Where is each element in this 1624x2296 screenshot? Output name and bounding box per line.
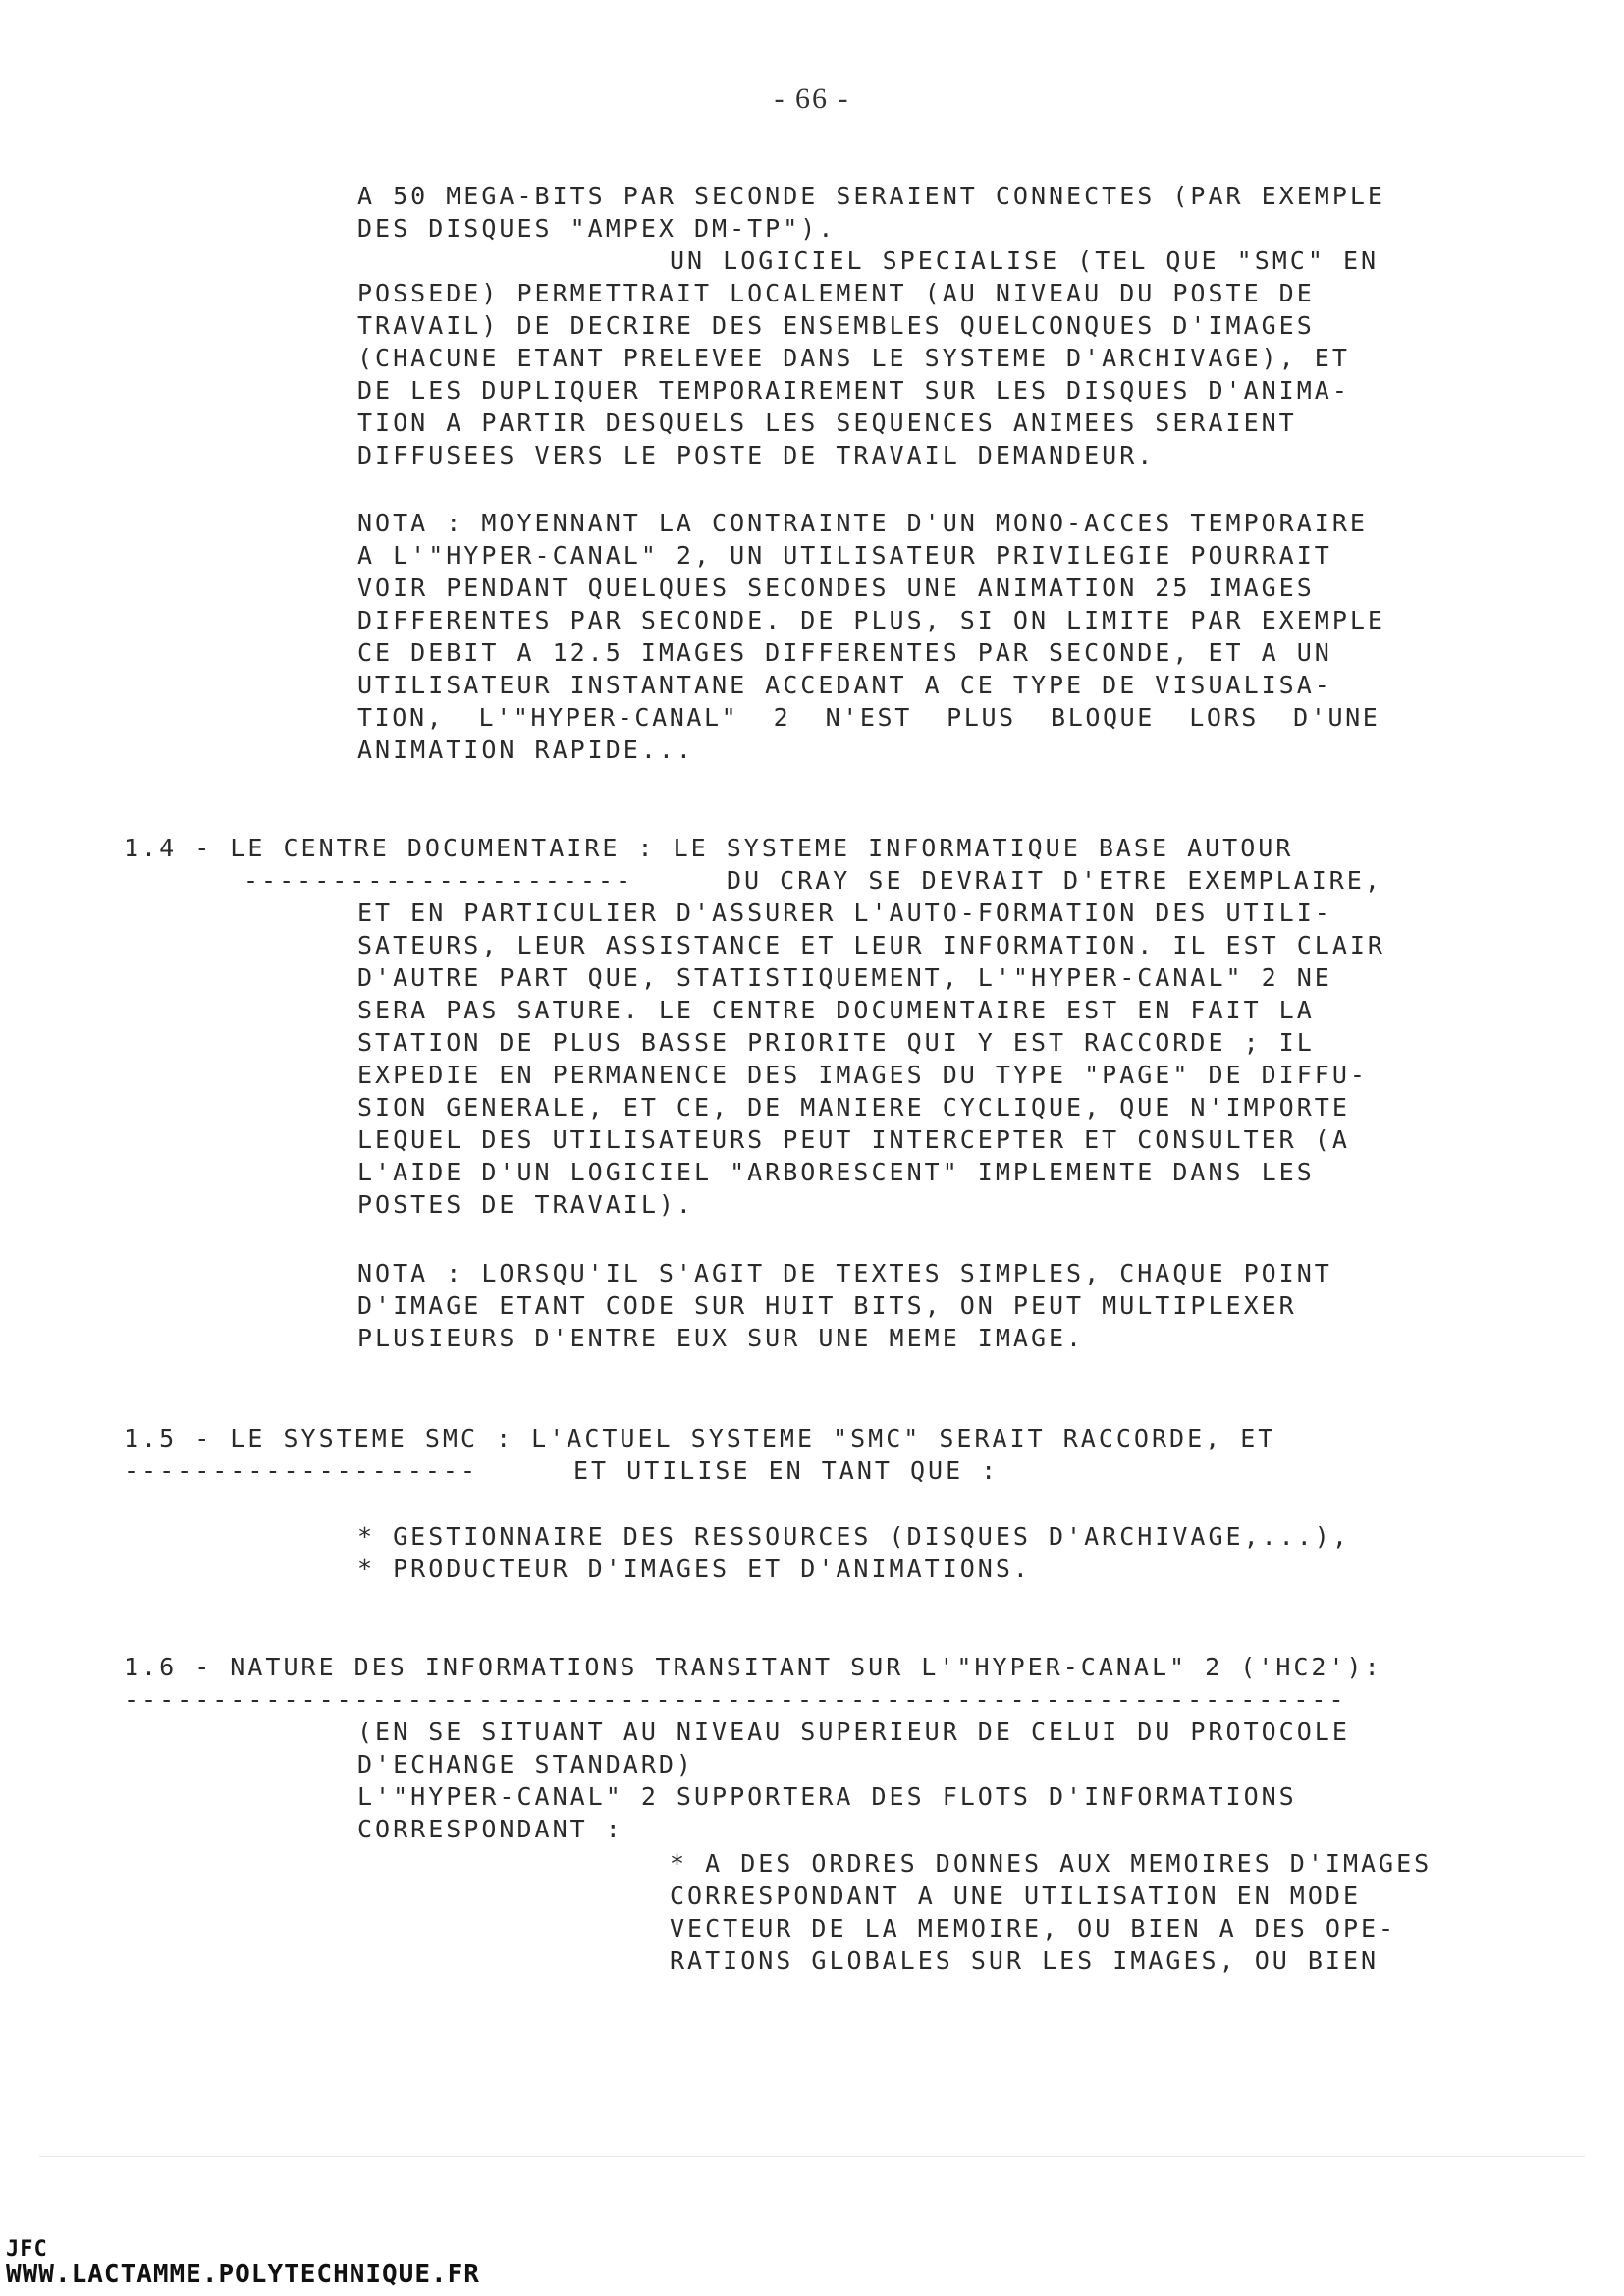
body-line: D'AUTRE PART QUE, STATISTIQUEMENT, L'"HYPER-CANAL" 2 NE	[357, 963, 1332, 992]
body-line: SERA PAS SATURE. LE CENTRE DOCUMENTAIRE EST EN FAIT LA	[357, 996, 1315, 1024]
nota-line: UTILISATEUR INSTANTANE ACCEDANT A CE TYPE DE VISUALISA-	[357, 671, 1332, 699]
nota-line: CE DEBIT A 12.5 IMAGES DIFFERENTES PAR SECONDE, ET A UN	[357, 638, 1332, 667]
body-line: ET EN PARTICULIER D'ASSURER L'AUTO-FORMATION DES UTILI-	[357, 899, 1332, 927]
body-line: D'ECHANGE STANDARD)	[357, 1750, 694, 1778]
bullet-item: * PRODUCTEUR D'IMAGES ET D'ANIMATIONS.	[357, 1555, 1031, 1583]
nota-line: NOTA : LORSQU'IL S'AGIT DE TEXTES SIMPLES, CHAQUE POINT	[357, 1259, 1332, 1287]
section-heading-continued: ET UTILISE EN TANT QUE :	[573, 1456, 1000, 1485]
section-heading: 1.5 - LE SYSTEME SMC : L'ACTUEL SYSTEME "SMC" SERAIT RACCORDE, ET	[124, 1424, 1276, 1452]
body-line: POSSEDE) PERMETTRAIT LOCALEMENT (AU NIVEAU DU POSTE DE	[357, 279, 1315, 307]
bullet-item: * GESTIONNAIRE DES RESSOURCES (DISQUES D'ARCHIVAGE,...),	[357, 1522, 1350, 1551]
body-line: EXPEDIE EN PERMANENCE DES IMAGES DU TYPE "PAGE" DE DIFFU-	[357, 1061, 1368, 1089]
body-line: SION GENERALE, ET CE, DE MANIERE CYCLIQUE, QUE N'IMPORTE	[357, 1093, 1350, 1121]
body-line: (CHACUNE ETANT PRELEVEE DANS LE SYSTEME D'ARCHIVAGE), ET	[357, 344, 1350, 372]
page-number: - 66 -	[774, 82, 850, 115]
body-line: A 50 MEGA-BITS PAR SECONDE SERAIENT CONNECTES (PAR EXEMPLE	[357, 182, 1385, 210]
body-line: STATION DE PLUS BASSE PRIORITE QUI Y EST RACCORDE ; IL	[357, 1028, 1315, 1057]
nota-line: A L'"HYPER-CANAL" 2, UN UTILISATEUR PRIVILEGIE POURRAIT	[357, 541, 1332, 570]
watermark-initials: JFC	[6, 2237, 48, 2262]
page-edge-line	[39, 2156, 1585, 2157]
nota-line: NOTA : MOYENNANT LA CONTRAINTE D'UN MONO-ACCES TEMPORAIRE	[357, 509, 1368, 537]
body-line: CORRESPONDANT :	[357, 1815, 623, 1843]
nota-line: ANIMATION RAPIDE...	[357, 736, 694, 764]
nota-line: VOIR PENDANT QUELQUES SECONDES UNE ANIMATION 25 IMAGES	[357, 574, 1315, 602]
body-line: TRAVAIL) DE DECRIRE DES ENSEMBLES QUELCONQUES D'IMAGES	[357, 311, 1315, 340]
nota-line: PLUSIEURS D'ENTRE EUX SUR UNE MEME IMAGE.	[357, 1324, 1085, 1352]
bullet-item: CORRESPONDANT A UNE UTILISATION EN MODE	[670, 1882, 1361, 1910]
bullet-item: VECTEUR DE LA MEMOIRE, OU BIEN A DES OPE-	[670, 1914, 1397, 1942]
section-heading-continued: DU CRAY SE DEVRAIT D'ETRE EXEMPLAIRE,	[727, 866, 1382, 895]
bullet-item: * A DES ORDRES DONNES AUX MEMOIRES D'IMAGES	[670, 1849, 1433, 1878]
heading-underline: --------------------	[124, 1456, 479, 1485]
bullet-item: RATIONS GLOBALES SUR LES IMAGES, OU BIEN	[670, 1946, 1380, 1975]
site-watermark	[6, 2239, 480, 2288]
body-line: L'"HYPER-CANAL" 2 SUPPORTERA DES FLOTS D'INFORMATIONS	[357, 1782, 1297, 1811]
body-line: DIFFUSEES VERS LE POSTE DE TRAVAIL DEMANDEUR.	[357, 441, 1156, 469]
nota-line: TION, L'"HYPER-CANAL" 2 N'EST PLUS BLOQUE LORS D'UNE	[357, 703, 1380, 732]
body-line: DES DISQUES "AMPEX DM-TP").	[357, 214, 837, 243]
section-heading: 1.6 - NATURE DES INFORMATIONS TRANSITANT SUR L'"HYPER-CANAL" 2 ('HC2'):	[124, 1653, 1382, 1681]
nota-line: D'IMAGE ETANT CODE SUR HUIT BITS, ON PEUT MULTIPLEXER	[357, 1291, 1297, 1320]
body-line: LEQUEL DES UTILISATEURS PEUT INTERCEPTER ET CONSULTER (A	[357, 1125, 1350, 1154]
body-line: L'AIDE D'UN LOGICIEL "ARBORESCENT" IMPLEMENTE DANS LES	[357, 1158, 1315, 1186]
watermark-url: WWW.LACTAMME.POLYTECHNIQUE.FR	[6, 2260, 480, 2289]
body-line: SATEURS, LEUR ASSISTANCE ET LEUR INFORMATION. IL EST CLAIR	[357, 931, 1385, 959]
body-line: POSTES DE TRAVAIL).	[357, 1190, 694, 1219]
body-line: TION A PARTIR DESQUELS LES SEQUENCES ANIMEES SERAIENT	[357, 409, 1297, 437]
section-heading: 1.4 - LE CENTRE DOCUMENTAIRE : LE SYSTEME INFORMATIQUE BASE AUTOUR	[124, 834, 1294, 862]
heading-underline: ----------------------	[244, 866, 634, 895]
heading-underline: ---------------------------------------------------------------------	[124, 1685, 1347, 1714]
body-line: DE LES DUPLIQUER TEMPORAIREMENT SUR LES DISQUES D'ANIMA-	[357, 376, 1350, 405]
body-line: (EN SE SITUANT AU NIVEAU SUPERIEUR DE CELUI DU PROTOCOLE	[357, 1718, 1350, 1746]
nota-line: DIFFERENTES PAR SECONDE. DE PLUS, SI ON LIMITE PAR EXEMPLE	[357, 606, 1385, 634]
body-line: UN LOGICIEL SPECIALISE (TEL QUE "SMC" EN	[670, 246, 1380, 275]
